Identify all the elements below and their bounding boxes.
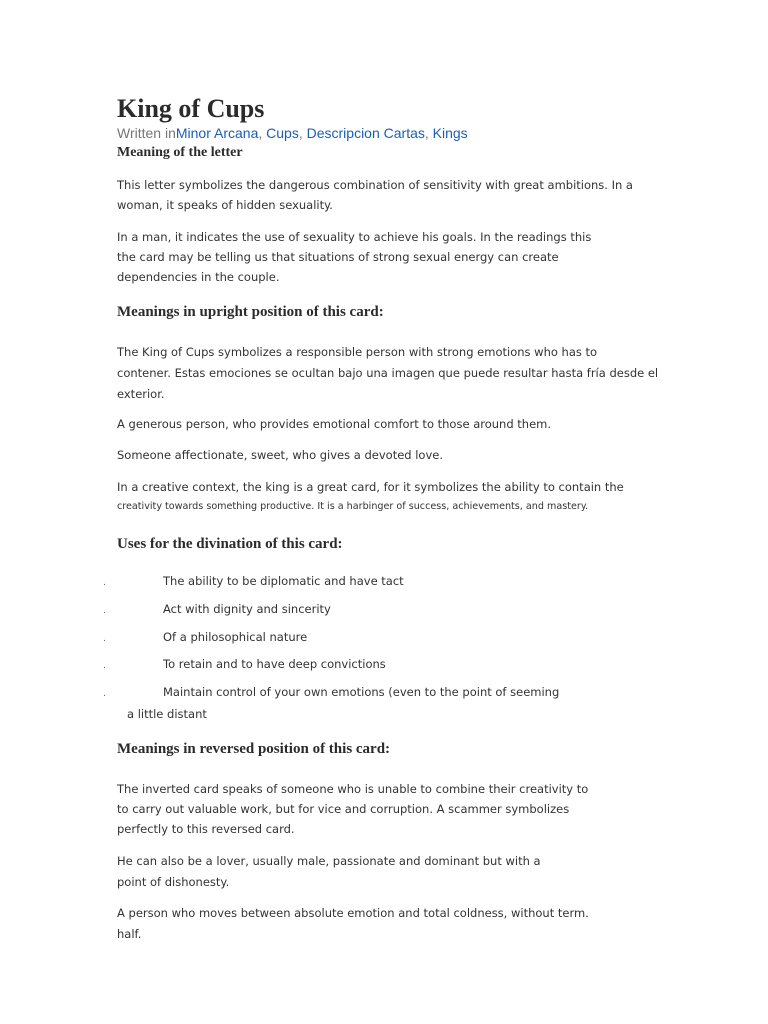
- list-item: Maintain control of your own emotions (even to the point of seeming: [163, 685, 560, 699]
- upright-paragraph-1-line-2: contener. Estas emociones se ocultan bajo una imagen que puede resultar hasta fría desde el: [117, 366, 659, 380]
- reversed-paragraph-1-line-1: The inverted card speaks of someone who is unable to combine their creativity to: [117, 782, 589, 796]
- category-separator: ,: [298, 125, 303, 141]
- reversed-paragraph-1-line-2: to carry out valuable work, but for vice and corruption. A scammer symbolizes: [117, 802, 570, 816]
- meaning-paragraph-1-line-2: woman, it speaks of hidden sexuality.: [117, 198, 333, 212]
- list-item: The ability to be diplomatic and have tact: [163, 574, 404, 588]
- reversed-paragraph-2-line-2: point of dishonesty.: [117, 875, 230, 889]
- list-bullet: .: [103, 578, 106, 588]
- upright-paragraph-4-line-1: In a creative context, the king is a great card, for it symbolizes the ability to contain the: [117, 480, 624, 494]
- meaning-paragraph-2-line-2: the card may be telling us that situations of strong sexual energy can create: [117, 250, 559, 264]
- meaning-paragraph-1-line-1: This letter symbolizes the dangerous combination of sensitivity with great ambitions. In a: [117, 178, 633, 192]
- category-link-kings[interactable]: Kings: [432, 125, 468, 141]
- upright-paragraph-3: Someone affectionate, sweet, who gives a devoted love.: [117, 448, 444, 462]
- category-separator: ,: [424, 125, 429, 141]
- list-bullet: .: [103, 606, 106, 616]
- section-heading-meaning: Meaning of the letter: [117, 145, 243, 160]
- list-bullet: .: [103, 689, 106, 699]
- category-byline: [117, 125, 468, 141]
- meaning-paragraph-2-line-3: dependencies in the couple.: [117, 270, 280, 284]
- reversed-paragraph-3-line-1: A person who moves between absolute emotion and total coldness, without term.: [117, 906, 589, 920]
- section-heading-upright: Meanings in upright position of this card:: [117, 304, 384, 320]
- category-link-descripcion-cartas[interactable]: Descripcion Cartas: [306, 125, 425, 141]
- upright-paragraph-2: A generous person, who provides emotional comfort to those around them.: [117, 417, 552, 431]
- list-bullet: .: [103, 634, 106, 644]
- category-link-minor-arcana[interactable]: Minor Arcana: [175, 125, 259, 141]
- reversed-paragraph-3-line-2: half.: [117, 927, 142, 941]
- reversed-paragraph-1-line-3: perfectly to this reversed card.: [117, 822, 295, 836]
- category-link-cups[interactable]: Cups: [266, 125, 299, 141]
- reversed-paragraph-2-line-1: He can also be a lover, usually male, passionate and dominant but with a: [117, 854, 541, 868]
- list-bullet: .: [103, 661, 106, 671]
- page-title: King of Cups: [117, 94, 265, 123]
- section-heading-reversed: Meanings in reversed position of this card:: [117, 741, 391, 757]
- upright-paragraph-4-line-2: creativity towards something productive. It is a harbinger of success, achievements, and mastery.: [117, 501, 589, 512]
- upright-paragraph-1-line-3: exterior.: [117, 387, 165, 401]
- upright-paragraph-1-line-1: The King of Cups symbolizes a responsible person with strong emotions who has to: [117, 345, 598, 359]
- list-item: To retain and to have deep convictions: [163, 657, 386, 671]
- meaning-paragraph-2-line-1: In a man, it indicates the use of sexuality to achieve his goals. In the readings this: [117, 230, 592, 244]
- written-in-label: Written in: [117, 125, 176, 141]
- list-item: Act with dignity and sincerity: [163, 602, 331, 616]
- category-separator: ,: [258, 125, 263, 141]
- list-item-continuation: a little distant: [127, 707, 207, 721]
- list-item: Of a philosophical nature: [163, 630, 308, 644]
- section-heading-uses: Uses for the divination of this card:: [117, 536, 343, 552]
